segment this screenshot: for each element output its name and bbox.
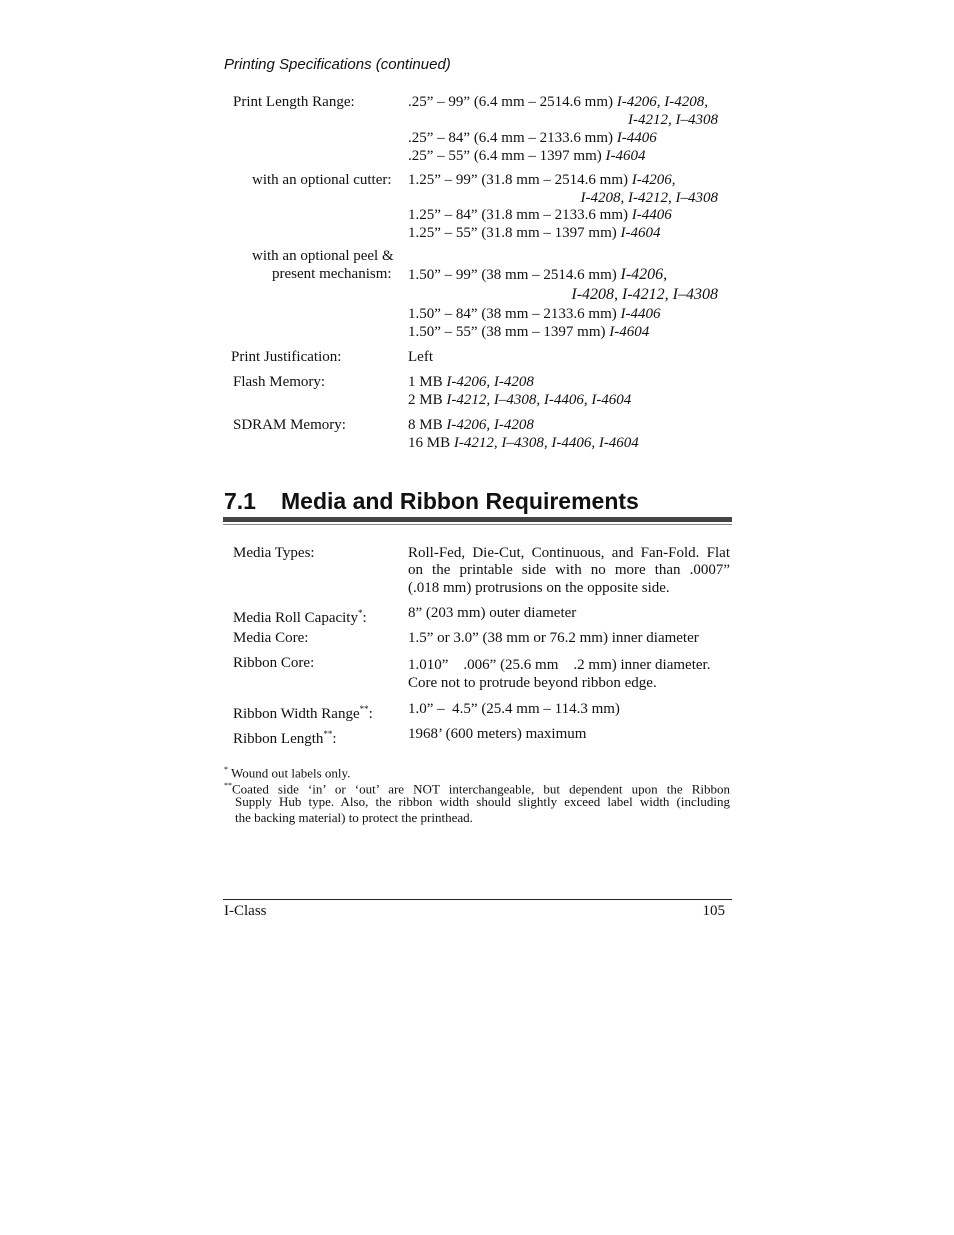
footnote-2-line3: the backing material) to protect the printhead. (235, 810, 473, 825)
peel-label-line2: present mechanism: (272, 266, 392, 282)
media-core-value: 1.5” or 3.0” (38 mm or 76.2 mm) inner diameter (408, 630, 699, 646)
media-types-line1: Roll-Fed, Die-Cut, Continuous, and Fan-Fold. Flat (408, 545, 730, 561)
peel-label-line1: with an optional peel & (252, 248, 394, 264)
footnote-2-line2: Supply Hub type. Also, the ribbon width should slightly exceed label width (including (235, 794, 730, 809)
ribbon-length-value: 1968’ (600 meters) maximum (408, 726, 587, 742)
ribbon-length-label (233, 725, 337, 748)
footnote-text: Coated side ‘in’ or ‘out’ are NOT interchangeable, but dependent upon the Ribbon (232, 781, 730, 797)
value-text: 8 MB (408, 417, 447, 433)
value-text: .25” – 55” (6.4 mm – 1397 mm) (408, 148, 606, 164)
ribbon-width-label (233, 700, 373, 723)
ribbon-core-line1: 1.010” .006” (25.6 mm .2 mm) inner diameter. (408, 657, 711, 673)
model-list: I-4206, I-4208, (616, 94, 708, 110)
cutter-line3 (408, 224, 660, 242)
running-header: Printing Specifications (continued) (224, 56, 451, 73)
media-types-label: Media Types: (233, 545, 315, 561)
footer-rule (223, 899, 732, 900)
label-text: Ribbon Width Range (233, 706, 360, 722)
value-text: 1.50” – 55” (38 mm – 1397 mm) (408, 324, 610, 340)
flash-memory-line1 (408, 373, 534, 391)
print-length-range-line1 (408, 93, 708, 111)
section-rule-thin (223, 524, 732, 525)
label-colon: : (362, 610, 367, 626)
model-list: I-4212, I–4308, I-4406, I-4604 (446, 392, 632, 408)
model-list: I-4208, I-4212, I–4308 (580, 190, 718, 206)
value-text: 1.25” – 99” (31.8 mm – 2514.6 mm) (408, 172, 632, 188)
model-list: I-4206, (631, 172, 676, 188)
ribbon-core-label: Ribbon Core: (233, 655, 315, 671)
cutter-line1 (408, 171, 675, 189)
media-types-line2: on the printable side with no more than .0007” (408, 562, 730, 578)
label-colon: : (332, 731, 337, 747)
page-number: 105 (702, 903, 725, 919)
peel-line3 (408, 323, 649, 341)
value-text: .25” – 84” (6.4 mm – 2133.6 mm) (408, 130, 617, 146)
model-list: I-4604 (605, 148, 646, 164)
cutter-line2 (408, 206, 672, 224)
media-core-label: Media Core: (233, 630, 309, 646)
ribbon-width-value: 1.0” – 4.5” (25.4 mm – 114.3 mm) (408, 701, 620, 717)
justification-value: Left (408, 349, 433, 365)
value-text: 2 MB (408, 392, 447, 408)
model-list: I-4206, I-4208 (446, 374, 534, 390)
footnote-marker: * (357, 608, 363, 618)
print-length-range-line1-cont (408, 111, 718, 129)
model-list: I-4206, I-4208 (446, 417, 534, 433)
ribbon-core-line2: Core not to protrude beyond ribbon edge. (408, 675, 657, 691)
flash-memory-line2 (408, 391, 631, 409)
value-text: 1.50” – 84” (38 mm – 2133.6 mm) (408, 306, 621, 322)
roll-capacity-label (233, 604, 367, 627)
value-text: 16 MB (408, 435, 454, 451)
media-types-line3: (.018 mm) protrusions on the opposite side. (408, 580, 670, 596)
section-title: Media and Ribbon Requirements (281, 488, 639, 514)
value-text: .25” – 99” (6.4 mm – 2514.6 mm) (408, 94, 617, 110)
model-list: I-4208, I-4212, I–4308 (571, 286, 718, 303)
peel-line1 (408, 266, 667, 284)
model-list: I-4604 (609, 324, 650, 340)
print-length-range-label: Print Length Range: (233, 94, 355, 110)
footnote-marker: ** (224, 781, 232, 790)
value-text: 1.25” – 55” (31.8 mm – 1397 mm) (408, 225, 621, 241)
peel-line1-cont (408, 286, 718, 304)
model-list: I-4406 (616, 130, 657, 146)
model-list: I-4406 (631, 207, 672, 223)
peel-line2 (408, 305, 660, 323)
sdram-label: SDRAM Memory: (233, 417, 346, 433)
print-length-range-line3 (408, 147, 645, 165)
footnote-text: Wound out labels only. (228, 765, 351, 781)
value-text: 1.50” – 99” (38 mm – 2514.6 mm) (408, 267, 621, 283)
sdram-line1 (408, 416, 534, 434)
roll-capacity-value: 8” (203 mm) outer diameter (408, 605, 577, 621)
value-text: 1 MB (408, 374, 447, 390)
cutter-label: with an optional cutter: (252, 172, 392, 188)
print-length-range-line2 (408, 129, 657, 147)
model-list: I-4212, I–4308 (628, 112, 718, 128)
label-text: Media Roll Capacity (233, 610, 358, 626)
model-list: I-4406 (620, 306, 661, 322)
cutter-line1-cont (408, 189, 718, 207)
footnote-marker: * (224, 765, 228, 774)
section-number: 7.1 (224, 488, 256, 514)
section-rule (223, 517, 732, 522)
footnote-marker: ** (323, 729, 333, 739)
label-text: Ribbon Length (233, 731, 324, 747)
model-list: I-4206, (620, 266, 668, 283)
value-text: 1.25” – 84” (31.8 mm – 2133.6 mm) (408, 207, 632, 223)
footer-doc-title: I-Class (224, 903, 267, 919)
model-list: I-4604 (620, 225, 661, 241)
model-list: I-4212, I–4308, I-4406, I-4604 (453, 435, 639, 451)
sdram-line2 (408, 434, 639, 452)
justification-label: Print Justification: (231, 349, 342, 365)
label-colon: : (368, 706, 373, 722)
flash-memory-label: Flash Memory: (233, 374, 326, 390)
footnote-marker: ** (359, 704, 369, 714)
